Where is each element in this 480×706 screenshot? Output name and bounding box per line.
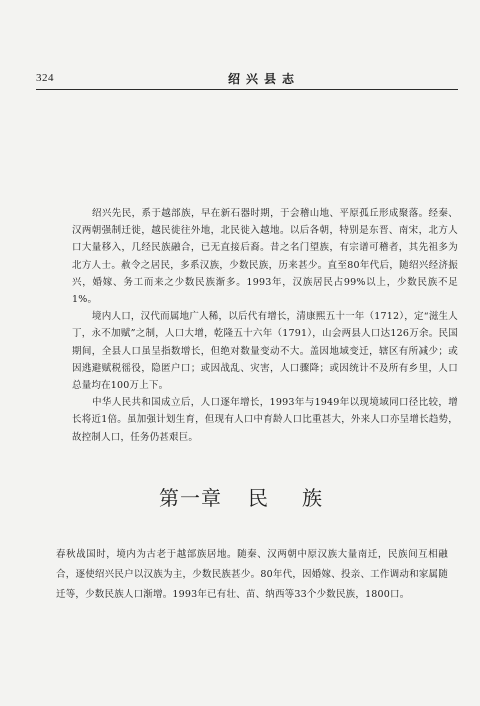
intro-paragraph: 绍兴先民，系于越部族，早在新石器时期，于会稽山地、平原孤丘形成聚落。经秦、汉两朝强制迁徙，越民徙往外地，北民徙入越地。以后各朝，特别是东晋、南宋，北方人口大量移入，几经民族融合，已无直接后裔。昔之名门望族，有宗谱可稽者，其先祖多为北方人士。赦令之居民，多系汉族，少数民族，历来甚少。直至80年代后，随绍兴经济振兴，婚嫁、务工而来之少数民族渐多。1993年，汉族居民占99%以上，少数民族不足1%。 <box>72 208 458 306</box>
chapter-title: 民族 <box>248 486 356 510</box>
book-title: 绍兴县志 <box>228 72 301 86</box>
chapter-paragraph: 春秋战国时，境内为古老于越部族居地。随秦、汉两朝中原汉族大量南迁，民族间互相融合，逐使绍兴民户以汉族为主，少数民族甚少。80年代，因婚嫁、投亲、工作调动和家属随迁等，少数民族人口渐增。1993年已有壮、苗、纳西等33个少数民族，1800口。 <box>56 549 448 600</box>
chapter-body <box>56 545 448 605</box>
running-header <box>36 70 458 90</box>
section-intro <box>72 205 458 446</box>
chapter-heading <box>159 483 356 513</box>
header-rule <box>36 89 458 90</box>
intro-paragraph: 中华人民共和国成立后，人口逐年增长，1993年与1949年以现境域同口径比较，增长将近1倍。虽加强计划生育，但现有人口中育龄人口比重甚大，外来人口亦呈增长趋势，故控制人口，任务仍甚艰巨。 <box>72 397 458 443</box>
chapter-number: 第一章 <box>159 486 222 510</box>
intro-paragraph: 境内人口，汉代而属地广人稀，以后代有增长，清康熙五十一年（1712），定“滋生人丁，永不加赋”之制，人口大增，乾隆五十六年（1791），山会两县人口达126万余。民国期间，全县人口虽呈指数增长，但绝对数量变动不大。盖因地域变迁，辖区有所减少；或因逃避赋税徭役，隐匿户口；或因战乱、灾害，人口骤降；或因统计不及所有乡里，人口总量均在100万上下。 <box>72 311 458 392</box>
page-number: 324 <box>36 72 54 84</box>
